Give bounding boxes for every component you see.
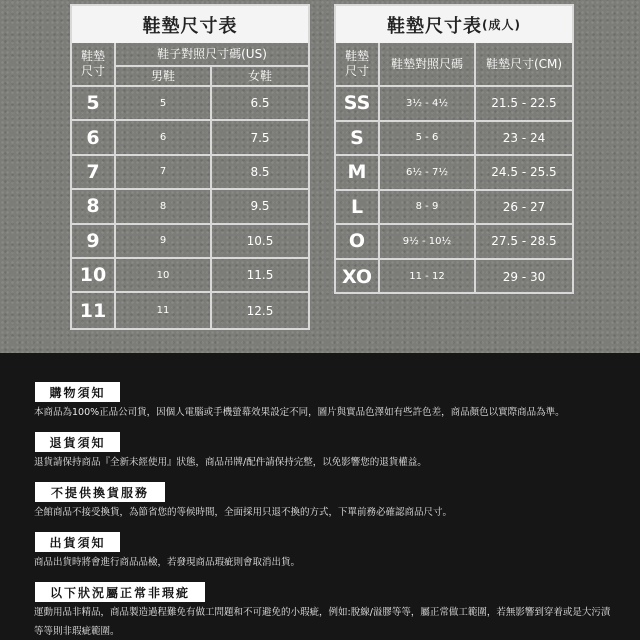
insole-size-table bbox=[70, 4, 310, 330]
men-shoes-header: 男鞋 bbox=[116, 67, 212, 87]
table-row-size-code: 5 - 6 bbox=[380, 122, 476, 157]
table-row-insole-size: 7 bbox=[72, 156, 116, 190]
table-row-size-cm: 21.5 - 22.5 bbox=[476, 87, 572, 122]
table-row-men-size: 9 bbox=[116, 225, 212, 259]
notice-label: 購物須知 bbox=[35, 382, 120, 402]
table-row-men-size: 6 bbox=[116, 121, 212, 155]
table-row-size-code: 3½ - 4½ bbox=[380, 87, 476, 122]
table-row-women-size: 11.5 bbox=[212, 259, 308, 293]
table-row-size-label: XO bbox=[336, 260, 380, 295]
insole-size-table-title: 鞋墊尺寸表 bbox=[72, 6, 308, 43]
table-row-size-label: O bbox=[336, 225, 380, 260]
table-row-size-label: L bbox=[336, 191, 380, 226]
table-row-women-size: 10.5 bbox=[212, 225, 308, 259]
notice-label: 不提供換貨服務 bbox=[35, 482, 165, 502]
notice-text: 運動用品非精品，商品製造過程難免有做工問題和不可避免的小瑕疵，例如:脫線/溢膠等等，屬正常做工範圍，若無影響到穿着或是大污漬等等則非瑕疵範圍。 bbox=[34, 607, 611, 637]
table-row-size-label: SS bbox=[336, 87, 380, 122]
table-row-men-size: 5 bbox=[116, 87, 212, 121]
insole-cm-header: 鞋墊尺寸(CM) bbox=[476, 43, 572, 87]
table-row-size-cm: 27.5 - 28.5 bbox=[476, 225, 572, 260]
insole-size-header: 鞋墊 尺寸 bbox=[72, 43, 116, 87]
adult-insole-size-table bbox=[334, 4, 574, 294]
table-row-women-size: 7.5 bbox=[212, 121, 308, 155]
table-row-men-size: 11 bbox=[116, 293, 212, 327]
notice-text: 商品出貨時將會進行商品品檢，若發現商品瑕疵則會取消出貨。 bbox=[34, 557, 301, 568]
adult-insole-size-table-title bbox=[336, 6, 572, 43]
table-row-insole-size: 8 bbox=[72, 190, 116, 224]
table-row-men-size: 8 bbox=[116, 190, 212, 224]
table-row-insole-size: 6 bbox=[72, 121, 116, 155]
table-row-size-cm: 29 - 30 bbox=[502, 269, 546, 284]
insole-code-header: 鞋墊對照尺碼 bbox=[380, 43, 476, 87]
us-size-header: 鞋子對照尺寸碼(US) bbox=[116, 43, 308, 67]
women-shoes-header: 女鞋 bbox=[212, 67, 308, 87]
notice-label: 退貨須知 bbox=[35, 432, 120, 452]
table-row-insole-size: 9 bbox=[72, 225, 116, 259]
table-row-size-code: 8 - 9 bbox=[380, 191, 476, 226]
table-row-women-size: 8.5 bbox=[212, 156, 308, 190]
table-row-size-cm: 23 - 24 bbox=[476, 122, 572, 157]
table-row-insole-size: 10 bbox=[72, 259, 116, 293]
notice-text: 退貨請保持商品『全新未經使用』狀態，商品吊牌/配件請保持完整，以免影響您的退貨權益。 bbox=[34, 457, 427, 468]
insole-size-header: 鞋墊 尺寸 bbox=[336, 43, 380, 87]
table-row-size-cm: 26 - 27 bbox=[476, 191, 572, 226]
table-row-size-label: M bbox=[336, 156, 380, 191]
adult-table-title-main: 鞋墊尺寸表 bbox=[387, 15, 482, 37]
table-row-size-label: S bbox=[336, 122, 380, 157]
table-row-women-size: 12.5 bbox=[246, 303, 274, 318]
table-row-size-code: 6½ - 7½ bbox=[380, 156, 476, 191]
notice-label: 出貨須知 bbox=[35, 532, 120, 552]
notice-text: 本商品為100%正品公司貨，因個人電腦或手機螢幕效果設定不同，圖片與實品色澤如有些許色差，商品顏色以實際商品為準。 bbox=[34, 407, 565, 418]
table-row-size-code: 9½ - 10½ bbox=[380, 225, 476, 260]
table-row-men-size: 10 bbox=[116, 259, 212, 293]
notice-text: 全館商品不接受換貨，為節省您的等候時間，全面採用只退不換的方式，下單前務必確認商品尺寸。 bbox=[34, 507, 453, 518]
table-row-size-code: 11 - 12 bbox=[380, 260, 476, 295]
table-row-insole-size: 5 bbox=[72, 87, 116, 121]
adult-table-title-suffix: (成人) bbox=[482, 18, 521, 32]
table-row-women-size: 9.5 bbox=[212, 190, 308, 224]
table-row-size-cm: 24.5 - 25.5 bbox=[476, 156, 572, 191]
table-row-women-size: 6.5 bbox=[212, 87, 308, 121]
table-row-men-size: 7 bbox=[116, 156, 212, 190]
notice-label: 以下狀況屬正常非瑕疵 bbox=[35, 582, 205, 602]
table-row-insole-size: 11 bbox=[72, 293, 116, 327]
